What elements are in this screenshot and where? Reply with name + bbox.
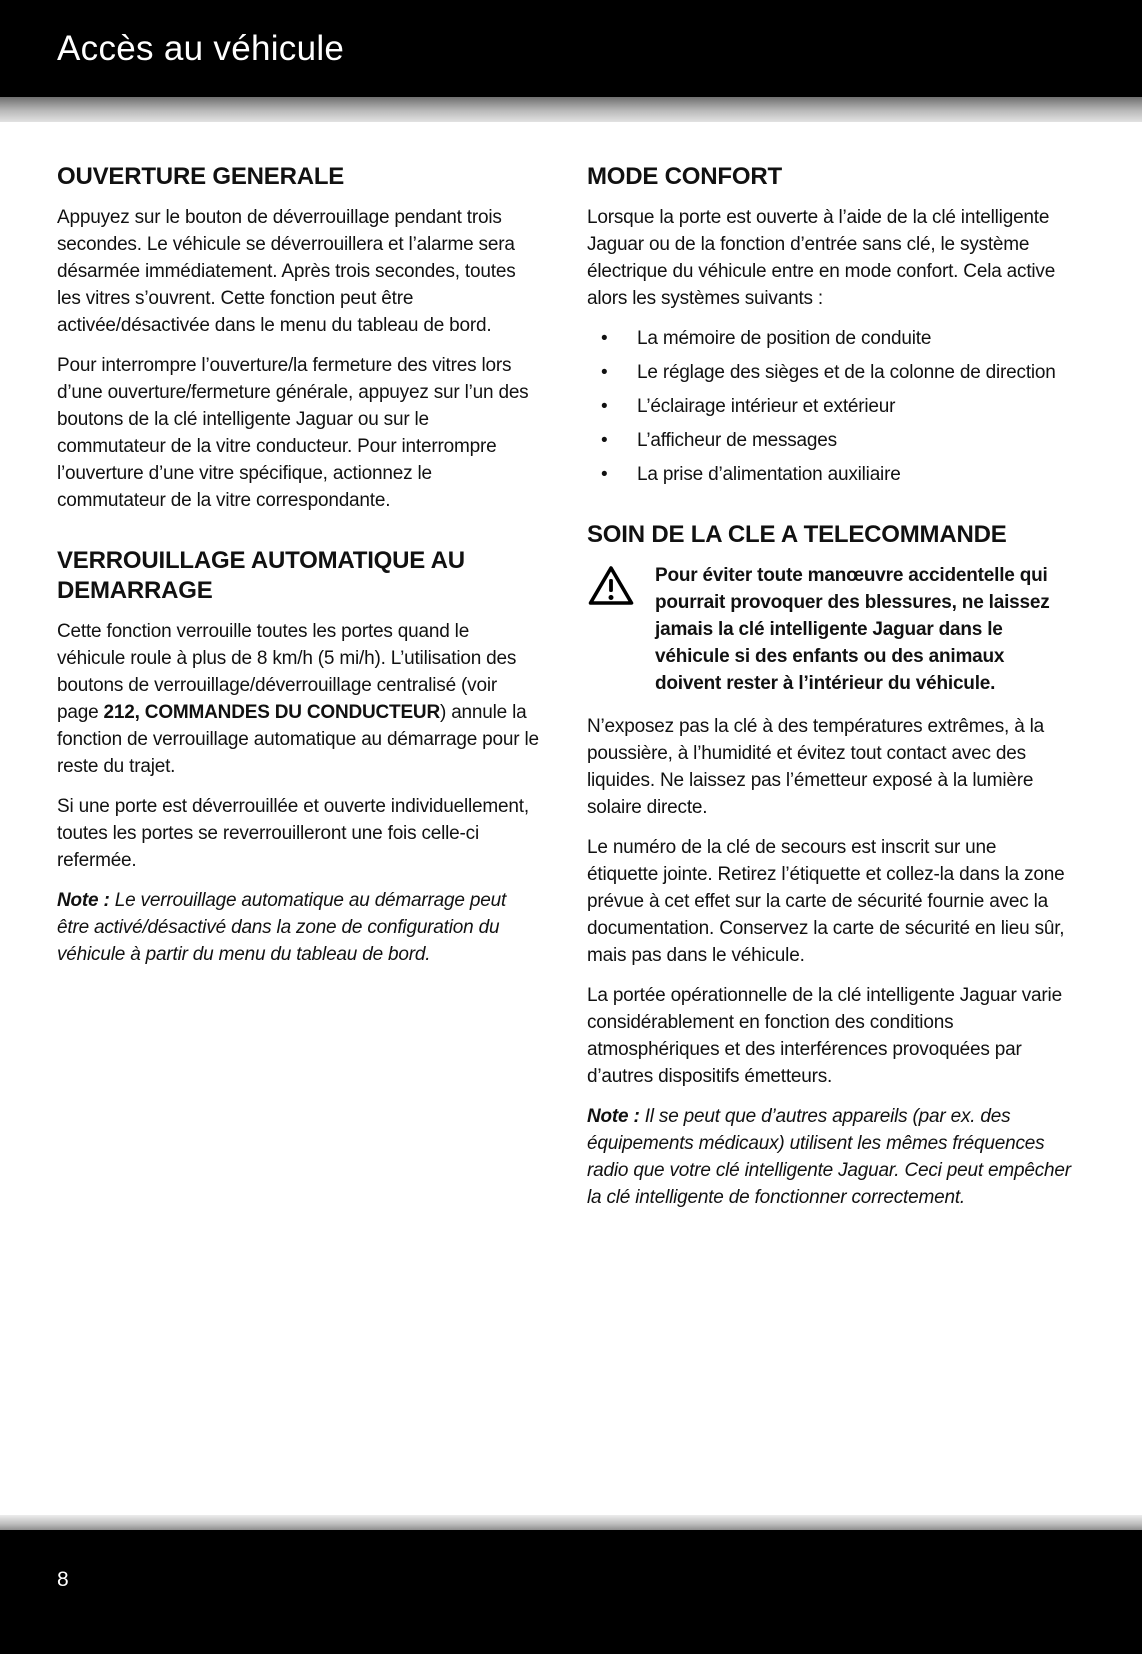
paragraph	[57, 618, 541, 780]
warning-block	[587, 562, 1071, 697]
page-number: 8	[57, 1568, 69, 1591]
page-reference: 212, COMMANDES DU CONDUCTEUR	[103, 702, 440, 723]
comfort-systems-list	[587, 325, 1071, 488]
content-columns	[0, 122, 1142, 1224]
note-paragraph	[57, 887, 541, 968]
list-item-text: L’éclairage intérieur et extérieur	[637, 396, 896, 417]
bullet-icon: •	[601, 430, 608, 451]
paragraph: Si une porte est déverrouillée et ouverte individuellement, toutes les portes se reverrouilleront une fois celle-ci refermée.	[57, 796, 529, 871]
paragraph: Le numéro de la clé de secours est inscrit sur une étiquette jointe. Retirez l’étiquette et collez-la dans la zone prévue à cet effet sur la carte de sécurité fournie avec la documentation. Conservez la carte de sécurité en lieu sûr, mais pas dans le véhicule.	[587, 837, 1065, 966]
paragraph: Appuyez sur le bouton de déverrouillage pendant trois secondes. Le véhicule se déverrouillera et l’alarme sera désarmée immédiatement. Après trois secondes, toutes les vitres s’ouvrent. Cette fonction peut être activée/désactivée dans le menu du tableau de bord.	[57, 207, 516, 336]
bullet-icon: •	[601, 362, 608, 383]
paragraph: La portée opérationnelle de la clé intelligente Jaguar varie considérablement en fonction des conditions atmosphériques et des interférences provoquées par d’autres dispositifs émetteurs.	[587, 985, 1062, 1087]
right-column	[587, 154, 1071, 1224]
section-heading-soin-cle: SOIN DE LA CLE A TELECOMMANDE	[587, 521, 1007, 548]
note-label: Note :	[587, 1106, 645, 1127]
list-item	[587, 325, 1071, 352]
note-text: Il se peut que d’autres appareils (par ex. des équipements médicaux) utilisent les mêmes fréquences radio que votre clé intelligente Jaguar. Ceci peut empêcher la clé intelligente de fonctionner correctement.	[587, 1106, 1071, 1208]
bullet-icon: •	[601, 464, 608, 485]
list-item	[587, 427, 1071, 454]
section-heading-mode-confort: MODE CONFORT	[587, 163, 782, 190]
page-header	[0, 0, 1142, 97]
section-heading-verrouillage-automatique: VERROUILLAGE AUTOMATIQUE AU DEMARRAGE	[57, 547, 465, 604]
warning-icon	[587, 562, 637, 697]
note-label: Note :	[57, 890, 115, 911]
header-gradient-strip	[0, 97, 1142, 122]
section-heading-ouverture-generale: OUVERTURE GENERALE	[57, 163, 345, 190]
paragraph-text: Cette fonction verrouille toutes les portes quand le véhicule roule à plus de 8 km/h (5 mi/h). L’utilisation des boutons de verrouillage/déverrouillage centralisé (voir page	[57, 621, 517, 723]
list-item-text: Le réglage des sièges et de la colonne de direction	[637, 362, 1056, 383]
warning-text: Pour éviter toute manœuvre accidentelle qui pourrait provoquer des blessures, ne laissez jamais la clé intelligente Jaguar dans le véhicule si des enfants ou des animaux doivent rester à l’intérieur du véhicule.	[655, 565, 1050, 694]
list-item-text: La mémoire de position de conduite	[637, 328, 932, 349]
page-footer	[0, 1530, 1142, 1654]
list-item	[587, 359, 1071, 386]
paragraph: Pour interrompre l’ouverture/la fermeture des vitres lors d’une ouverture/fermeture générale, appuyez sur l’un des boutons de la clé intelligente Jaguar ou sur le commutateur de la vitre conducteur. Pour interrompre l’ouverture d’une vitre spécifique, actionnez le commutateur de la vitre correspondante.	[57, 355, 529, 511]
bullet-icon: •	[601, 396, 608, 417]
paragraph: N’exposez pas la clé à des températures extrêmes, à la poussière, à l’humidité et évitez tout contact avec des liquides. Ne laissez pas l’émetteur exposé à la lumière solaire directe.	[587, 716, 1045, 818]
left-column	[57, 154, 541, 1224]
list-item-text: La prise d’alimentation auxiliaire	[637, 464, 901, 485]
note-paragraph	[587, 1103, 1071, 1211]
list-item	[587, 393, 1071, 420]
page-title: Accès au véhicule	[57, 28, 345, 68]
paragraph: Lorsque la porte est ouverte à l’aide de la clé intelligente Jaguar ou de la fonction d’entrée sans clé, le système électrique du véhicule entre en mode confort. Cela active alors les systèmes suivants :	[587, 207, 1056, 309]
list-item-text: L’afficheur de messages	[637, 430, 837, 451]
bullet-icon: •	[601, 328, 608, 349]
note-text: Le verrouillage automatique au démarrage peut être activé/désactivé dans la zone de configuration du véhicule à partir du menu du tableau de bord.	[57, 890, 507, 965]
footer-gradient-strip	[0, 1515, 1142, 1530]
list-item	[587, 461, 1071, 488]
paragraph-text: ) annule la fonction de verrouillage automatique au démarrage pour le reste du trajet.	[57, 702, 539, 777]
